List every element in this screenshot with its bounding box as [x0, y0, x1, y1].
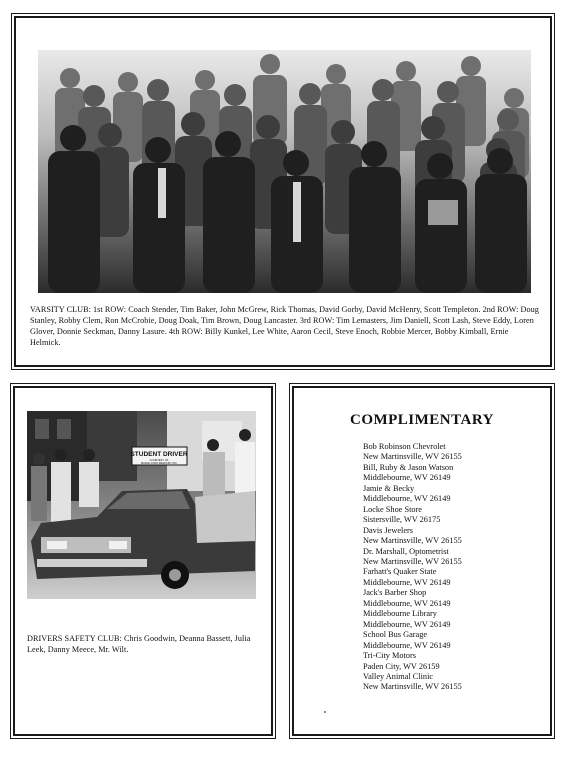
- sponsor-name: Bob Robinson Chevrolet: [363, 442, 446, 451]
- varsity-club-photo: [38, 50, 531, 293]
- sponsor-name: Locke Shoe Store: [363, 504, 422, 514]
- sponsor-address: New Martinsville, WV 26155: [363, 556, 462, 566]
- sponsor-name: School Bus Garage: [363, 630, 428, 640]
- student-driver-sign-dealer: MARLE FORD-MERCURY INC: [140, 462, 178, 465]
- drivers-safety-club-caption: [27, 633, 259, 655]
- sponsor-address: Sistersville, WV 26175: [363, 515, 441, 525]
- sponsor-name: Middlebourne Library: [363, 609, 437, 619]
- sponsor-address: New Martinsville, WV 26155: [363, 452, 462, 462]
- complimentary-title: COMPLIMENTARY: [349, 412, 495, 428]
- drivers-safety-club-photo: [27, 411, 256, 599]
- sponsor-address: Middlebourne, WV 26149: [363, 577, 451, 587]
- sponsor-name: Tri-City Motors: [363, 651, 416, 661]
- sponsor-name: Valley Animal Clinic: [363, 671, 434, 681]
- speck: [324, 711, 326, 713]
- varsity-club-caption-text: VARSITY CLUB: 1st ROW: Coach Stender, Tim Baker, John McGrew, Rick Thomas, David Gorby, David McHenry, Scott Templeton. 2nd ROW: Doug Stanley, Robby Clem, Ron McCrobie, Doug Doak, Tim Brown, Doug Lancaster. 3rd ROW: Tim Lemasters, Jim Daniell, Scott Lash, Steve Eddy, Loren Glover, Donnie Seckman, Danny Lasure. 4th ROW: Billy Kunkel, Lee White, Aaron Cecil, Steve Enoch, Robbie Mercer, Bobby Kimball, Ernie Helmick.: [30, 305, 539, 347]
- sponsor-address: New Martinsville, WV 26155: [363, 536, 462, 546]
- sponsor-address: New Martinsville, WV 26155: [363, 682, 462, 692]
- sponsor-address: Middlebourne, WV 26149: [363, 640, 451, 650]
- sponsor-address: Paden City, WV 26159: [363, 661, 440, 671]
- sponsor-name: Farhatt's Quaker State: [363, 567, 437, 577]
- sponsor-address: Middlebourne, WV 26149: [363, 473, 451, 483]
- drivers-safety-club-caption-text: DRIVERS SAFETY CLUB: Chris Goodwin, Deanna Bassett, Julia Leek, Danny Meece, Mr. Wilt.: [27, 634, 251, 654]
- drivers-safety-club-photo-art: [27, 411, 256, 599]
- sponsor-name: Davis Jewelers: [363, 525, 413, 535]
- sponsor-name: Jamie & Becky: [363, 483, 415, 493]
- varsity-club-caption: [30, 304, 540, 348]
- complimentary-list: [363, 442, 462, 693]
- varsity-club-photo-art: [38, 50, 531, 293]
- student-driver-sign-courtesy: COURTESY OF: [149, 459, 169, 462]
- sponsor-name: Bill, Ruby & Jason Watson: [363, 462, 454, 472]
- sponsor-address: Middlebourne, WV 26149: [363, 598, 451, 608]
- sponsor-name: Dr. Marshall, Optometrist: [363, 546, 449, 556]
- sponsor-name: Jack's Barber Shop: [363, 588, 427, 598]
- sponsor-address: Middlebourne, WV 26149: [363, 619, 451, 629]
- student-driver-sign-title: STUDENT DRIVER: [130, 451, 188, 458]
- complimentary-panel: [289, 383, 555, 739]
- sponsor-address: Middlebourne, WV 26149: [363, 494, 451, 504]
